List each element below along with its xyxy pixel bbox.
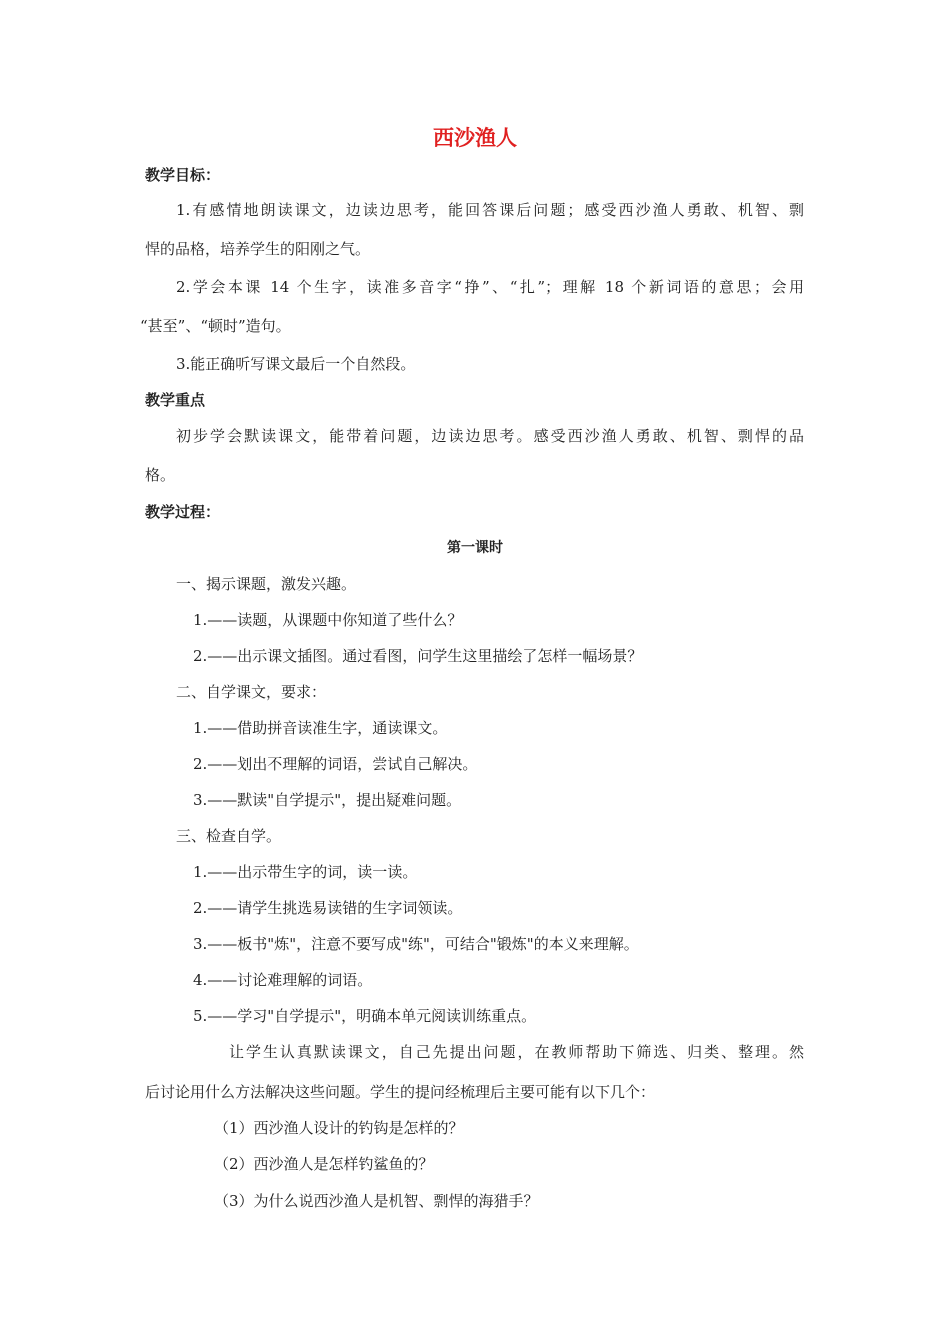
section-3-item-2: 2.——请学生挑选易读错的生字词领读。 [193, 899, 463, 917]
section-3-item-5: 5.——学习"自学提示"，明确本单元阅读训练重点。 [193, 1007, 537, 1025]
goal-3: 3.能正确听写课文最后一个自然段。 [176, 355, 416, 373]
section-2-item-2: 2.——划出不理解的词语，尝试自己解决。 [193, 755, 478, 773]
section-2-heading: 二、自学课文，要求： [176, 683, 327, 701]
section-3-item-3: 3.——板书"炼"，注意不要写成"练"，可结合"锻炼"的本义来理解。 [193, 935, 639, 953]
section-2-item-1: 1.——借助拼音读准生字，通读课文。 [193, 719, 448, 737]
section-1-item-2: 2.——出示课文插图。通过看图，问学生这里描绘了怎样一幅场景？ [193, 647, 643, 665]
goal-2-line-1: 2.学会本课 14 个生字，读准多音字“挣”、“扎”；理解 18 个新词语的意思；会用 [176, 278, 804, 296]
question-2: （2）西沙渔人是怎样钓鲨鱼的？ [214, 1155, 434, 1173]
focus-heading: 教学重点 [145, 391, 206, 409]
focus-line-1: 初步学会默读课文，能带着问题，边读边思考。感受西沙渔人勇敢、机智、剽悍的品 [176, 427, 804, 445]
process-heading: 教学过程： [145, 503, 221, 521]
section-3-item-4: 4.——讨论难理解的词语。 [193, 971, 373, 989]
goal-1-line-2: 悍的品格，培养学生的阳刚之气。 [145, 240, 371, 258]
discussion-line-1: 让学生认真默读课文，自己先提出问题，在教师帮助下筛选、归类、整理。然 [229, 1043, 804, 1061]
section-1-item-1: 1.——读题，从课题中你知道了些什么？ [193, 611, 463, 629]
section-1-heading: 一、揭示课题，激发兴趣。 [176, 575, 357, 593]
goal-1-line-1: 1.有感情地朗读课文，边读边思考，能回答课后问题；感受西沙渔人勇敢、机智、剽 [176, 201, 804, 219]
goals-heading: 教学目标： [145, 166, 221, 184]
question-1: （1）西沙渔人设计的钓钩是怎样的？ [214, 1119, 464, 1137]
lesson-title: 第一课时 [447, 540, 503, 556]
document-title: 西沙渔人 [433, 126, 517, 150]
goal-2-line-2: “甚至”、“顿时”造句。 [140, 317, 291, 335]
section-2-item-3: 3.——默读"自学提示"，提出疑难问题。 [193, 791, 462, 809]
focus-line-2: 格。 [145, 466, 176, 484]
discussion-line-2: 后讨论用什么方法解决这些问题。学生的提问经梳理后主要可能有以下几个： [145, 1083, 656, 1101]
section-3-heading: 三、检查自学。 [176, 827, 282, 845]
section-3-item-1: 1.——出示带生字的词，读一读。 [193, 863, 418, 881]
question-3: （3）为什么说西沙渔人是机智、剽悍的海猎手？ [214, 1192, 539, 1210]
